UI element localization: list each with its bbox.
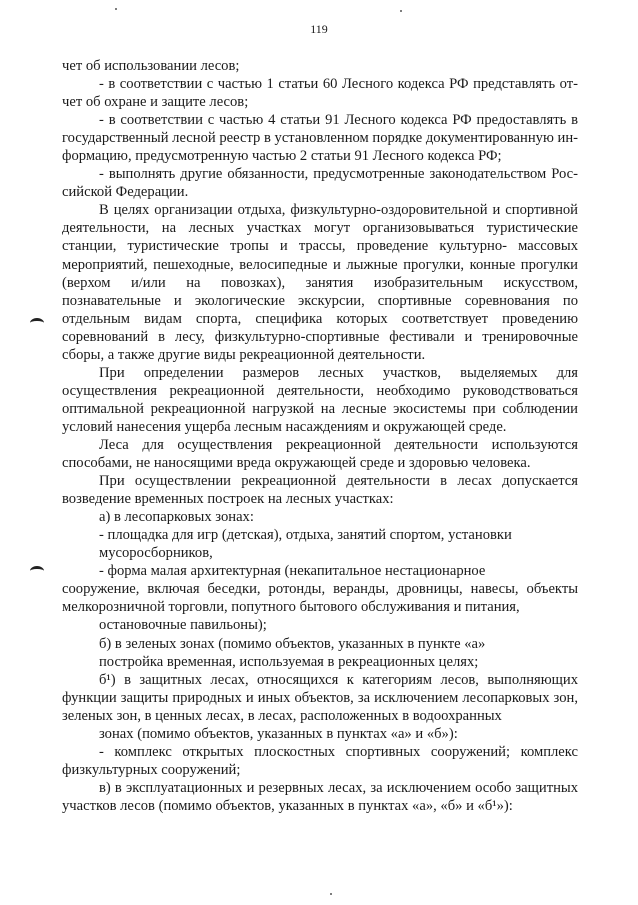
paragraph: в) в эксплуатационных и резервных лесах, за исключением особо защитных участков лесов (помимо объектов, указанных в пунктах «а», «б» и «б¹»):: [62, 779, 578, 814]
paragraph: При определении размеров лесных участков, выделяемых для осуществления рекреационной деятельности, необходимо руководствоваться оптимальной рекреационной нагрузкой на лесные экосистемы при соблюдении условий нанесения ущерба лесным насаждениям и окружающей среде.: [62, 364, 578, 435]
scan-speck: [400, 10, 402, 12]
body-text: [62, 57, 578, 815]
scan-speck: [115, 8, 117, 10]
paragraph: - выполнять другие обязанности, предусмотренные законодательством Рос- сийской Федерации.: [62, 166, 578, 201]
scan-speck: [330, 893, 332, 895]
list-item: постройка временная, используемая в рекреационных целях;: [99, 653, 479, 670]
punch-hole-mark: [30, 566, 44, 576]
paragraph: б¹) в защитных лесах, относящихся к категориям лесов, выполняющих функции защиты природных и иных объектов, за исключением лесопарковых зон, зеленых зон, в ценных лесах, в лесах, расположенных в водоохранных: [62, 671, 578, 724]
paragraph: - в соответствии с частью 4 статьи 91 Лесного кодекса РФ предоставлять в государственный лесной реестр в установленном порядке документированную ин- формацию, предусмотренную частью 2 статьи 91 Лесного кодекса РФ;: [62, 112, 578, 165]
list-item: а) в лесопарковых зонах:: [99, 509, 254, 526]
paragraph: чет об использовании лесов;: [62, 58, 240, 74]
paragraph: - комплекс открытых плоскостных спортивных сооружений; комплекс физкультурных сооружений;: [62, 743, 578, 778]
page-number: 119: [310, 22, 328, 36]
list-item: - площадка для игр (детская), отдыха, занятий спортом, установки: [99, 527, 512, 544]
list-item: остановочные павильоны);: [99, 617, 267, 634]
paragraph: сооружение, включая беседки, ротонды, веранды, дровницы, навесы, объекты мелкорозничной торговли, попутного бытового обслуживания и питания,: [62, 581, 578, 616]
list-item: - форма малая архитектурная (некапитальное нестационарное: [99, 563, 486, 580]
paragraph: В целях организации отдыха, физкультурно-оздоровительной и спортивной деятельности, на лесных участках могут организовываться туристические станции, туристические тропы и трассы, проведение культурно- массовых мероприятий, пешеходные, велосипедные и лыжные прогулки, конные прогулки (верхом и/или на повозках), занятия изобразительным искусством, познавательные и экологические экскурсии, спортивные соревнования по отдельным видам спорта, специфика которых соответствует проведению соревнований в лесу, физкультурно-спортивные фестивали и тренировочные сборы, а также другие виды рекреационной деятельности.: [62, 202, 578, 363]
punch-hole-mark: [30, 318, 44, 328]
list-item: б) в зеленых зонах (помимо объектов, указанных в пункте «а»: [99, 635, 486, 652]
paragraph: - в соответствии с частью 1 статьи 60 Лесного кодекса РФ представлять от- чет об охране и защите лесов;: [62, 76, 578, 111]
list-item: мусоросборников,: [99, 545, 213, 562]
list-item: зонах (помимо объектов, указанных в пунктах «а» и «б»):: [99, 725, 458, 742]
paragraph: Леса для осуществления рекреационной деятельности используются способами, не наносящими вреда окружающей среде и здоровью человека.: [62, 436, 578, 472]
paragraph: При осуществлении рекреационной деятельности в лесах допускается возведение временных построек на лесных участках:: [62, 473, 578, 508]
